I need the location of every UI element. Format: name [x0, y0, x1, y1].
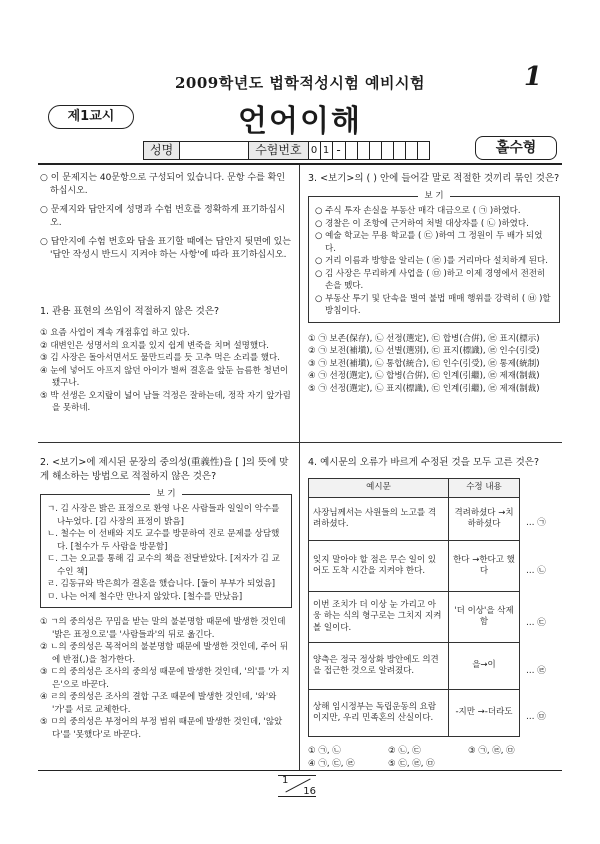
- fix-cell: 을→이: [449, 643, 520, 690]
- page-mark: 1: [523, 62, 542, 92]
- bogi-line: ○ 주식 투자 손실을 부동산 매각 대금으로 ( ㉠ )하였다.: [315, 206, 521, 216]
- answer-option[interactable]: ⑤ ㉢, ㉣, ㉤: [388, 758, 435, 769]
- answer-option[interactable]: ① ㄱ의 중의성은 꾸밈을 받는 말의 불분명함 때문에 발생한 것인데 '밝은 표정으로'를 '사람들과'의 뒤로 옮긴다.: [40, 617, 286, 640]
- period-badge: 제1교시: [48, 105, 134, 129]
- exam-number-digit[interactable]: [382, 142, 394, 159]
- answer-option[interactable]: ⑤ ㅁ의 중의성은 부정어의 부정 범위 때문에 발생한 것인데, '않았다'를 '못했다'로 바꾼다.: [40, 717, 283, 740]
- answer-option[interactable]: ⑤ 박 선생은 오지랖이 넓어 남들 걱정은 잘하는데, 정작 자기 앞가림을 못하네.: [40, 390, 291, 413]
- fix-cell: '더 이상'을 삭제함: [449, 592, 520, 643]
- answer-option[interactable]: ① ㉠, ㉡: [308, 746, 341, 756]
- subject-title: 언어이해: [238, 104, 362, 139]
- fix-cell: 한다 →한다고 했다: [449, 541, 520, 592]
- page-number: [278, 775, 318, 797]
- bogi-line: ㅁ. 나는 어제 철수만 만나지 않았다. [철수를 만났음]: [47, 591, 243, 602]
- row-mark: … ㉡: [526, 566, 546, 576]
- exam-title: 2009학년도 법학적성시험 예비시험: [174, 74, 426, 92]
- answer-option[interactable]: ④ ㄹ의 중의성은 조사의 결합 구조 때문에 발생한 것인데, '와'와 '가'를 서로 교체한다.: [40, 692, 277, 715]
- header-rule: [38, 163, 562, 165]
- example-cell: 이번 조치가 더 이상 눈 가리고 아웅 하는 식의 형구로는 그치지 지켜볼 일이다.: [309, 592, 449, 643]
- answer-option[interactable]: ⑤ ㉠ 선정(選定), ㉡ 표지(標識), ㉢ 인계(引繼), ㉣ 제재(制裁): [308, 383, 540, 394]
- q4-options: [308, 745, 553, 770]
- answer-option[interactable]: ② ㄴ의 중의성은 목적어의 불분명함 때문에 발생한 것인데, 주어 뒤에 반점(,)을 첨가한다.: [40, 642, 289, 665]
- bogi-line: ○ 거리 이름과 방향을 알리는 ( ㉣ )를 거리마다 설치하게 된다.: [315, 256, 548, 266]
- answer-option[interactable]: ③ 김 사장은 돌아서면서도 물만드리를 듯 고추 먹은 소리를 했다.: [40, 353, 280, 363]
- fix-cell: -지만 →-더라도: [449, 690, 520, 737]
- question-title: 3. <보기>의 ( ) 안에 들어갈 말로 적절한 것끼리 묶인 것은?: [308, 173, 560, 184]
- bogi-box: [40, 489, 292, 608]
- table-row: [309, 643, 520, 690]
- bogi-line: ○ 경찰은 이 조항에 근거하여 처벌 대상자를 ( ㉡ )하였다.: [315, 218, 529, 229]
- table-row: [309, 690, 520, 737]
- col-header-fix: 수정 내용: [449, 479, 520, 498]
- instruction-item: ○ 답안지에 수험 번호와 답을 표기할 때에는 답안지 뒷면에 있는 '답안 작성시 반드시 지켜야 하는 사항'에 따라 표기하십시오.: [40, 237, 291, 260]
- exam-number-digit[interactable]: [406, 142, 418, 159]
- question-title: 4. 예시문의 오류가 바르게 수정된 것을 모두 고른 것은?: [308, 457, 539, 468]
- example-cell: 잊지 말아야 할 점은 무슨 일이 있어도 도착 시간을 지켜야 한다.: [309, 541, 449, 592]
- bogi-line: ㄷ. 그는 오교를 통해 김 교수의 책을 전달받았다. [저자가 김 교수인 책]: [47, 554, 280, 577]
- answer-option[interactable]: ④ ㉠ 선정(選定), ㉡ 합병(合倂), ㉢ 인계(引繼), ㉣ 제재(制裁): [308, 371, 540, 381]
- table-row: [309, 498, 520, 541]
- bogi-line: ㄴ. 철수는 이 선배와 지도 교수를 방문하여 진로 문제를 상담했다. [철수가 두 사람을 방문함]: [47, 529, 280, 552]
- answer-option[interactable]: ① 요즘 사업이 계속 개점휴업 하고 있다.: [40, 328, 190, 338]
- instruction-item: ○ 이 문제지는 40문항으로 구성되어 있습니다. 문항 수를 확인하십시오.: [40, 173, 286, 196]
- question-1: [40, 305, 292, 415]
- exam-number-digit[interactable]: [394, 142, 406, 159]
- exam-number-digit[interactable]: 1: [321, 142, 333, 159]
- page-total: 16: [303, 786, 316, 797]
- answer-option[interactable]: ③ ㄷ의 중의성은 조사의 중의성 때문에 발생한 것인데, '의'를 '가 지은'으로 바꾼다.: [40, 667, 290, 690]
- question-title: 1. 관용 표현의 쓰임이 적절하지 않은 것은?: [40, 306, 220, 317]
- question-3: [308, 172, 560, 395]
- col-header-example: 예시문: [309, 479, 449, 498]
- instructions: [40, 172, 292, 268]
- exam-number-dash: -: [333, 142, 346, 159]
- table-row: [309, 592, 520, 643]
- question-2: [40, 456, 292, 741]
- exam-number-digit[interactable]: [370, 142, 382, 159]
- question-title: 2. <보기>에 제시된 문장의 중의성(重義性)을 [ ]의 뜻에 맞게 해소하는 방법으로 적절하지 않은 것은?: [40, 457, 289, 482]
- name-field[interactable]: [180, 142, 249, 159]
- answer-option[interactable]: ② ㉡, ㉢: [388, 746, 421, 756]
- bogi-label: 보 기: [150, 489, 181, 499]
- bogi-line: ○ 부동산 투기 및 단속을 벌여 불법 매매 행위를 강력히 ( ㉥ )할 방침이다.: [315, 293, 551, 316]
- fix-cell: 격려하셨다 →치하하셨다: [449, 498, 520, 541]
- exam-number-digit[interactable]: 0: [309, 142, 321, 159]
- answer-option[interactable]: ④ 눈에 넣어도 아프지 않던 아이가 벌써 결혼을 앞둔 늠름한 청년이 됐구나.: [40, 365, 289, 388]
- exam-number-label: 수험번호: [249, 142, 308, 159]
- column-divider: [299, 165, 300, 770]
- answer-option[interactable]: ② ㉠ 보전(補塡), ㉡ 선별(選別), ㉢ 표지(標識), ㉣ 인수(引受): [308, 346, 540, 356]
- row-mark: … ㉤: [526, 712, 546, 722]
- exam-number-digit[interactable]: [358, 142, 370, 159]
- row-divider: [38, 442, 562, 443]
- answer-option[interactable]: ① ㉠ 보존(保存), ㉡ 선정(選定), ㉢ 합병(合倂), ㉣ 표지(標示): [308, 333, 540, 344]
- answer-option[interactable]: ③ ㉠, ㉣, ㉤: [468, 746, 515, 756]
- bogi-line: ㄱ. 김 사장은 밝은 표정으로 환영 나온 사람들과 일일이 악수를 나누었다. [김 사장의 표정이 밝음]: [47, 504, 280, 527]
- page-current: 1: [282, 775, 289, 786]
- example-cell: 상해 임시정부는 독립운동의 요람이지만, 우리 민족혼의 산실이다.: [309, 690, 449, 737]
- bogi-label: 보 기: [418, 191, 449, 201]
- exam-type-badge: 홀수형: [475, 136, 557, 160]
- example-cell: 양측은 정국 정상화 방안에도 의견을 접근한 것으로 알려졌다.: [309, 643, 449, 690]
- bogi-line: ㄹ. 김동규와 박은희가 결혼을 했습니다. [둘이 부부가 되었음]: [47, 579, 276, 589]
- bogi-line: ○ 예술 학교는 무용 학교를 ( ㉢ )하여 그 정원이 두 배가 되었다.: [315, 231, 543, 254]
- correction-table: [308, 478, 520, 737]
- exam-number-digit[interactable]: [346, 142, 358, 159]
- exam-number-digit[interactable]: [418, 142, 429, 159]
- footer-rule: [38, 770, 562, 771]
- instruction-item: ○ 문제지와 답안지에 성명과 수험 번호를 정확하게 표기하십시오.: [40, 205, 286, 228]
- answer-option[interactable]: ④ ㉠, ㉢, ㉣: [308, 758, 355, 769]
- answer-option[interactable]: ② 대변인은 성명서의 요지를 있지 쉽게 변죽을 치며 설명했다.: [40, 340, 270, 351]
- answer-option[interactable]: ③ ㉠ 보전(補塡), ㉡ 통합(統合), ㉢ 인수(引受), ㉣ 통제(統制): [308, 358, 540, 369]
- question-4: [308, 456, 560, 770]
- bogi-box: [308, 191, 560, 323]
- row-mark: … ㉠: [526, 518, 546, 528]
- row-marks: [520, 478, 556, 737]
- bogi-line: ○ 김 사장은 무리하게 사업을 ( ㉤ )하고 이제 경영에서 전전히 손을 뗐다.: [315, 268, 546, 291]
- name-label: 성명: [144, 142, 180, 159]
- example-cell: 사장님께서는 사원들의 노고를 격려하셨다.: [309, 498, 449, 541]
- id-row: [143, 141, 430, 160]
- row-mark: … ㉢: [526, 618, 546, 628]
- row-mark: … ㉣: [526, 666, 546, 676]
- table-row: [309, 541, 520, 592]
